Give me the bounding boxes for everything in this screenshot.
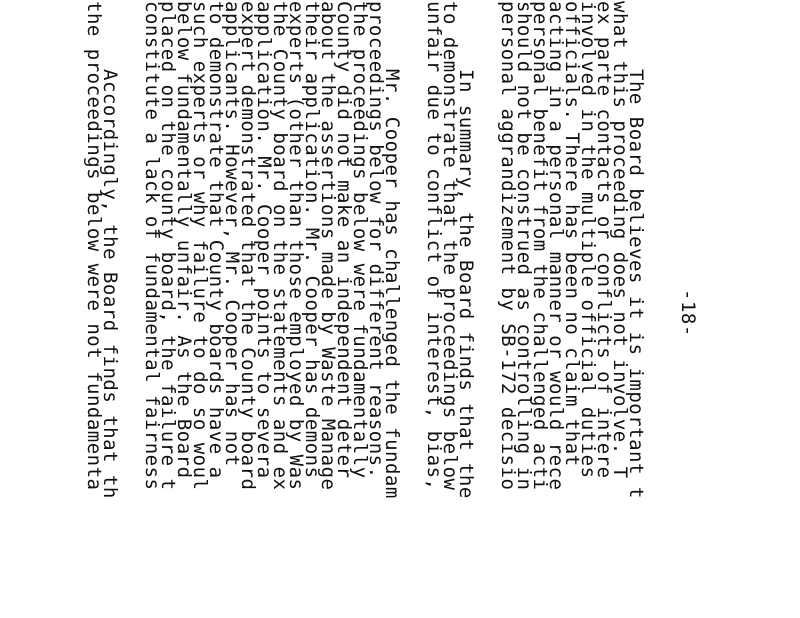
paragraph-1-line: should not be construed as controlling in <box>513 1 535 491</box>
paragraph-1-line: acting in a personal manner or would rece <box>545 1 567 491</box>
paragraph-3-line: expert demonstrated that the County board <box>237 1 259 491</box>
paragraph-3-line: about the assertions made by Waste Manage <box>317 1 339 491</box>
rotated-page-content <box>83 0 709 618</box>
paragraph-1-line: personal benefit from the challenged acti <box>529 1 551 491</box>
paragraph-4-line: the proceedings below were not fundamenta <box>83 1 105 491</box>
paragraph-1-line: what this proceeding does not involve. T <box>609 1 631 479</box>
paragraph-1-line: involved in the multiple official duties <box>577 1 599 479</box>
paragraph-1-line: officials. There has been no claim that <box>561 1 583 467</box>
paragraph-1-line: The Board believes it is important t <box>625 69 647 499</box>
paragraph-3-line: County did not make an independent deter <box>333 1 355 479</box>
paragraph-3-line: the proceedings below were fundamentally <box>349 1 371 479</box>
page-number: -18- <box>677 289 699 337</box>
paragraph-1-line: ex parte contacts or conflicts of intere <box>593 1 615 479</box>
paragraph-2-line: unfair due to conflict of interest, bias, <box>423 1 445 491</box>
paragraph-3-line: the County board on the statements and ex <box>269 1 291 491</box>
paragraph-3-line: placed on the county board, the failure t <box>157 1 179 491</box>
paragraph-3-line: constitute a lack of fundamental fairness <box>141 1 163 491</box>
paragraph-3-line: their application. Mr. Cooper has demons <box>301 1 323 479</box>
paragraph-3-line: proceedings below for different reasons. <box>365 1 387 479</box>
paragraph-3-line: below fundamentally unfair. As the Board <box>173 1 195 479</box>
paragraph-3-line: experts (other than those employed by Was <box>285 1 307 491</box>
paragraph-3-line: to demonstrate that County boards have a <box>205 1 227 479</box>
paragraph-2-line: to demonstrate that the proceedings below <box>439 1 461 491</box>
paragraph-2-line: In summary, the Board finds that the <box>455 69 477 499</box>
paragraph-4-line: Accordingly, the Board finds that th <box>99 69 121 499</box>
paragraph-3-line: Mr. Cooper has challenged the fundam <box>381 69 403 499</box>
paragraph-3-line: such experts or why failure to do so woul <box>189 1 211 491</box>
paragraph-1-line: personal aggrandizement by SB-172 decisio <box>497 1 519 491</box>
paragraph-3-line: applicants. However, Mr. Cooper has not <box>221 1 243 467</box>
paragraph-3-line: application. Mr. Cooper points to severa <box>253 1 275 479</box>
